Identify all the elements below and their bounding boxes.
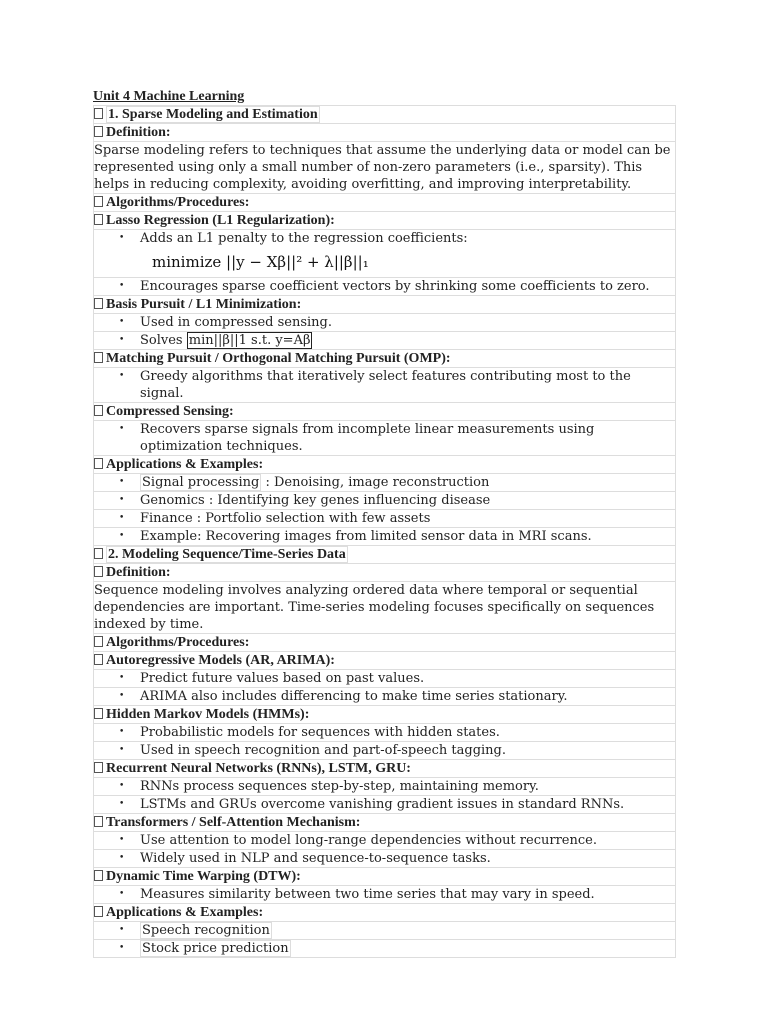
checkbox-icon [94, 196, 103, 207]
checkbox-icon [94, 126, 103, 137]
rnn-heading: Recurrent Neural Networks (RNNs), LSTM, GRU: [93, 759, 676, 777]
basis-pursuit-heading: Basis Pursuit / L1 Minimization: [93, 295, 676, 313]
checkbox-icon [94, 654, 103, 665]
checkbox-icon [94, 636, 103, 647]
list-item: • Use attention to model long-range dependencies without recurrence. [93, 831, 676, 849]
checkbox-icon [94, 298, 103, 309]
definition-text: Sparse modeling refers to techniques that assume the underlying data or model can be represented using only a small number of non-zero parameters (i.e., sparsity). This helps in reducing complexity, avoiding overfitting, and improving interpretability. [93, 141, 676, 193]
checkbox-icon [94, 762, 103, 773]
checkbox-icon [94, 352, 103, 363]
list-item: • Encourages sparse coefficient vectors by shrinking some coefficients to zero. [93, 277, 676, 295]
checkbox-icon [94, 870, 103, 881]
section-2-heading: 2. Modeling Sequence/Time-Series Data [93, 545, 676, 563]
list-item: • Used in compressed sensing. [93, 313, 676, 331]
document-page [93, 88, 676, 958]
compressed-sensing-heading: Compressed Sensing: [93, 402, 676, 420]
list-item: • Finance : Portfolio selection with few assets [93, 509, 676, 527]
list-item: • Speech recognition [93, 921, 676, 939]
dtw-heading: Dynamic Time Warping (DTW): [93, 867, 676, 885]
list-item: • Probabilistic models for sequences with hidden states. [93, 723, 676, 741]
checkbox-icon [94, 405, 103, 416]
checkbox-icon [94, 214, 103, 225]
matching-pursuit-heading: Matching Pursuit / Orthogonal Matching Pursuit (OMP): [93, 349, 676, 367]
checkbox-icon [94, 548, 103, 559]
list-item: • Signal processing : Denoising, image reconstruction [93, 473, 676, 491]
autoregressive-heading: Autoregressive Models (AR, ARIMA): [93, 651, 676, 669]
hmm-heading: Hidden Markov Models (HMMs): [93, 705, 676, 723]
algorithms-label: Algorithms/Procedures: [93, 633, 676, 651]
list-item: • Greedy algorithms that iteratively select features contributing most to the signal. [93, 367, 676, 402]
checkbox-icon [94, 108, 103, 119]
list-item: • Genomics : Identifying key genes influencing disease [93, 491, 676, 509]
list-item: • Used in speech recognition and part-of-speech tagging. [93, 741, 676, 759]
list-item: • Predict future values based on past values. [93, 669, 676, 687]
list-item: • Measures similarity between two time series that may vary in speed. [93, 885, 676, 903]
list-item: • Recovers sparse signals from incomplete linear measurements using optimization techniques. [93, 420, 676, 455]
lasso-heading: Lasso Regression (L1 Regularization): [93, 211, 676, 229]
applications-heading: Applications & Examples: [93, 455, 676, 473]
definition-text: Sequence modeling involves analyzing ordered data where temporal or sequential dependencies are important. Time-series modeling focuses specifically on sequences indexed by time. [93, 581, 676, 633]
checkbox-icon [94, 816, 103, 827]
list-item: • Solves min||β||1 s.t. y=Aβ [93, 331, 676, 349]
checkbox-icon [94, 566, 103, 577]
checkbox-icon [94, 708, 103, 719]
lasso-formula: minimize ||y − Xβ||² + λ||β||₁ [93, 247, 676, 277]
algorithms-label: Algorithms/Procedures: [93, 193, 676, 211]
definition-label: Definition: [93, 563, 676, 581]
list-item: • LSTMs and GRUs overcome vanishing gradient issues in standard RNNs. [93, 795, 676, 813]
definition-label: Definition: [93, 123, 676, 141]
list-item: • Example: Recovering images from limited sensor data in MRI scans. [93, 527, 676, 545]
basis-pursuit-formula: min||β||1 s.t. y=Aβ [188, 333, 311, 348]
checkbox-icon [94, 458, 103, 469]
list-item: • Adds an L1 penalty to the regression coefficients: [93, 229, 676, 247]
section-1-heading: 1. Sparse Modeling and Estimation [93, 105, 676, 123]
transformers-heading: Transformers / Self-Attention Mechanism: [93, 813, 676, 831]
doc-title: Unit 4 Machine Learning [93, 89, 245, 104]
list-item: • ARIMA also includes differencing to make time series stationary. [93, 687, 676, 705]
list-item: • Widely used in NLP and sequence-to-sequence tasks. [93, 849, 676, 867]
checkbox-icon [94, 906, 103, 917]
applications-heading: Applications & Examples: [93, 903, 676, 921]
list-item: • RNNs process sequences step-by-step, maintaining memory. [93, 777, 676, 795]
list-item: • Stock price prediction [93, 939, 676, 958]
